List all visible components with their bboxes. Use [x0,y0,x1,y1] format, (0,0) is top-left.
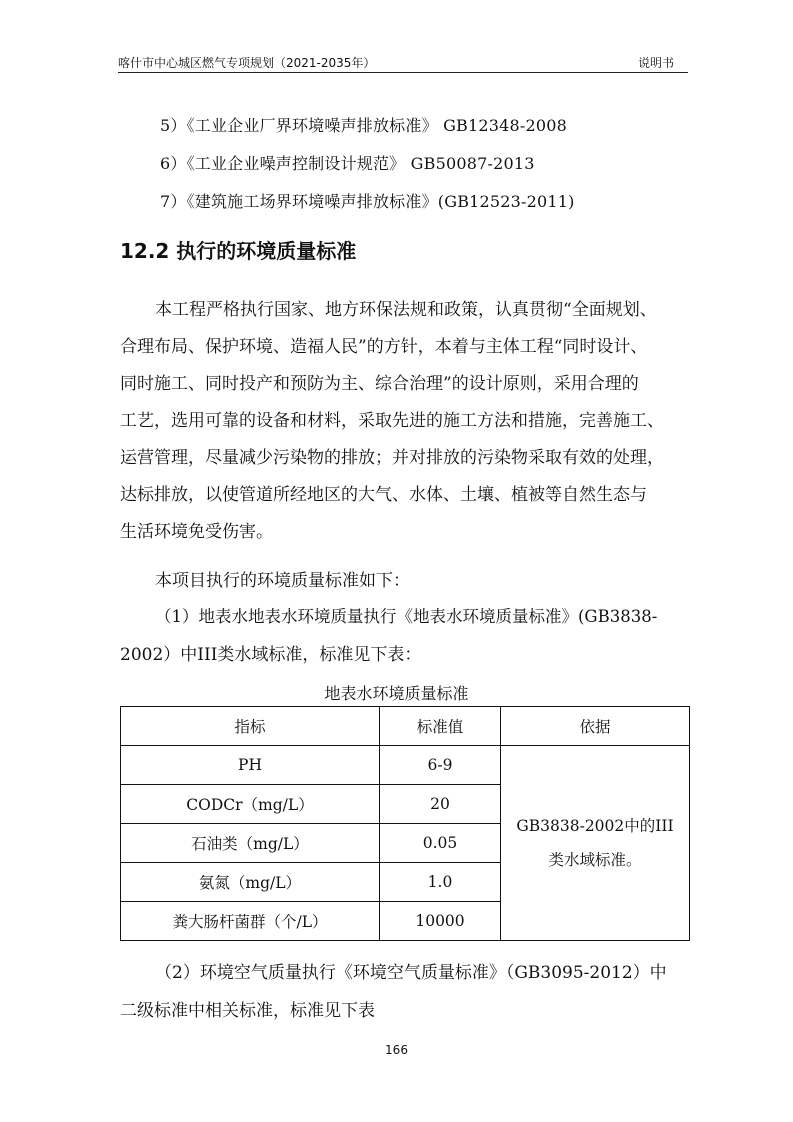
value-cell: 20 [380,785,501,824]
table-row [121,746,690,785]
value-cell: 1.0 [380,863,501,902]
intro-text: 本项目执行的环境质量标准如下： [155,571,410,591]
header-title: 喀什市中心城区燃气专项规划（2021-2035年） [118,56,376,70]
basis-line: 类水域标准。 [548,851,642,869]
indicator-cell: PH [121,746,380,785]
paragraph-line: 生活环境免受伤害。 [120,522,273,542]
page-header [118,50,688,73]
water-quality-table [120,706,690,941]
value-cell: 10000 [380,902,501,941]
reference-item: 7）《建筑施工场界环境噪声排放标准》(GB12523-2011) [160,192,575,211]
paragraph-line: 运营管理，尽量减少污染物的排放；并对排放的污染物采取有效的处理， [120,448,664,468]
paragraph-line: 同时施工、同时投产和预防为主、综合治理”的设计原则，采用合理的 [120,374,639,394]
value-cell: 6-9 [380,746,501,785]
paragraph-line: 工艺，选用可靠的设备和材料，采取先进的施工方法和措施，完善施工、 [120,411,664,431]
header-basis: 依据 [501,707,690,746]
table-caption: 地表水环境质量标准 [324,684,469,703]
item1-line: 2002）中III类水域标准，标准见下表： [120,645,422,665]
indicator-cell: 石油类（mg/L） [121,824,380,863]
paragraph-line: 合理布局、保护环境、造福人民”的方针，本着与主体工程“同时设计、 [120,337,648,357]
item1-line: （1）地表水地表水环境质量执行《地表水环境质量标准》(GB3838- [155,607,658,626]
value-cell: 0.05 [380,824,501,863]
header-doc-type: 说明书 [637,56,674,70]
header-standard-value: 标准值 [380,707,501,746]
header-indicator: 指标 [121,707,380,746]
indicator-cell: CODCr（mg/L） [121,785,380,824]
page-number: 166 [385,1043,408,1057]
paragraph-line: 达标排放，以使管道所经地区的大气、水体、土壤、植被等自然生态与 [120,485,647,505]
table-header-row [121,707,690,746]
reference-item: 6）《工业企业噪声控制设计规范》 GB50087-2013 [160,154,535,173]
item2-line: （2）环境空气质量执行《环境空气质量标准》（GB3095-2012）中 [155,963,667,983]
basis-line: GB3838-2002中的III [516,817,674,835]
reference-item: 5）《工业企业厂界环境噪声排放标准》 GB12348-2008 [160,116,568,135]
basis-cell [501,746,690,941]
item2-line: 二级标准中相关标准，标准见下表 [120,1001,375,1021]
paragraph-line: 本工程严格执行国家、地方环保法规和政策，认真贯彻“全面规划、 [155,300,657,320]
indicator-cell: 粪大肠杆菌群（个/L） [121,902,380,941]
indicator-cell: 氨氮（mg/L） [121,863,380,902]
section-heading: 12.2 执行的环境质量标准 [120,239,357,263]
